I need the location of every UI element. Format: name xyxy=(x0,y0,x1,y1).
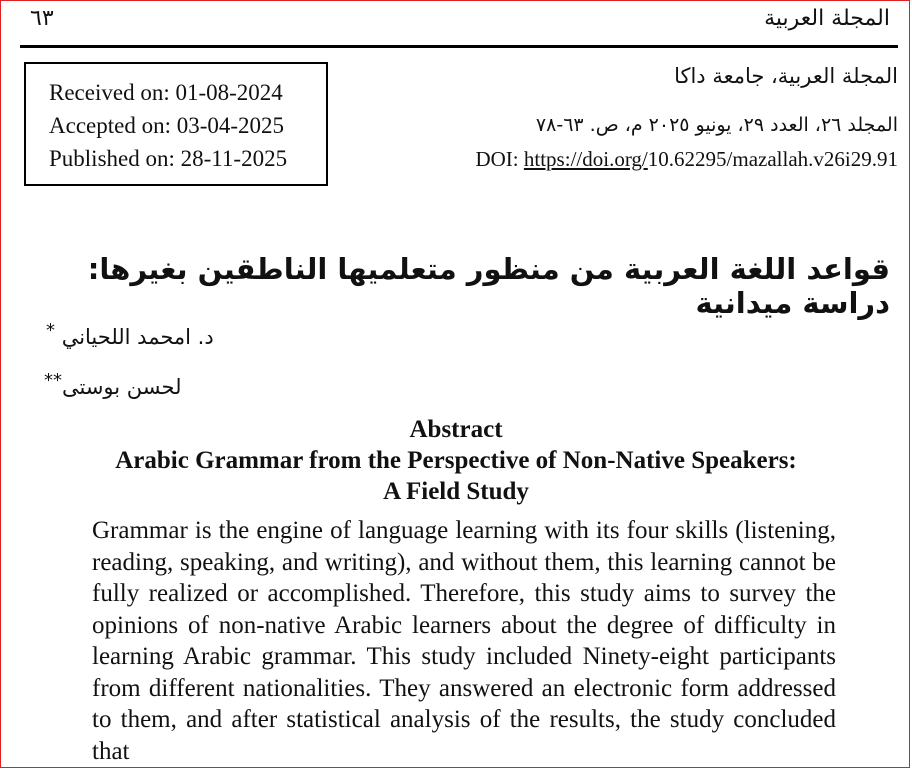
accepted-date: Accepted on: 03-04-2025 xyxy=(49,113,285,138)
dates-box xyxy=(24,62,328,186)
author-2 xyxy=(44,370,181,399)
received-date: Received on: 01-08-2024 xyxy=(49,80,283,105)
article-title-arabic: قواعد اللغة العربية من منظور متعلميها الناطقين بغيرها: دراسة ميدانية xyxy=(87,252,890,320)
running-header-journal: المجلة العربية xyxy=(764,6,890,31)
doi-prefix: DOI: xyxy=(475,147,524,171)
doi-line xyxy=(398,146,898,172)
published-date: Published on: 28-11-2025 xyxy=(49,146,288,171)
page-number: ٦٣ xyxy=(30,6,54,31)
publisher-line: المجلة العربية، جامعة داكا xyxy=(674,64,898,88)
abstract-title-line2: A Field Study xyxy=(383,478,529,505)
abstract-heading: Abstract xyxy=(409,416,503,443)
abstract-body: Grammar is the engine of language learning with its four skills (listening, reading, speaking, and writing), and without them, this learning cannot be fully realized or accomplished. Therefore, this study aims to survey the opinions of non-native Arabic learners about the degree of difficulty in learning Arabic grammar. This study included Ninety-eight participants from different nationalities. They answered an electronic form addressed to them, and after statistical analysis of the results, the study concluded that xyxy=(92,517,836,765)
author-1-name: د. امحمد اللحياني xyxy=(61,325,214,349)
publication-meta xyxy=(398,62,898,172)
author-2-name: لحسن بوستى xyxy=(62,375,182,399)
volume-line: المجلد ٢٦، العدد ٢٩، يونيو ٢٠٢٥ م، ص. ٦٣-٧٨ xyxy=(535,114,898,136)
abstract-title-line1: Arabic Grammar from the Perspective of Non-Native Speakers: xyxy=(115,447,797,474)
doi-link[interactable]: https://doi.org/ xyxy=(523,147,648,171)
header-rule xyxy=(20,45,898,48)
author-2-mark: ** xyxy=(44,370,62,391)
doi-suffix: 10.62295/mazallah.v26i29.91 xyxy=(647,147,898,171)
author-1-mark: * xyxy=(46,320,55,341)
author-1 xyxy=(46,320,214,349)
abstract-heading-block xyxy=(0,414,912,507)
